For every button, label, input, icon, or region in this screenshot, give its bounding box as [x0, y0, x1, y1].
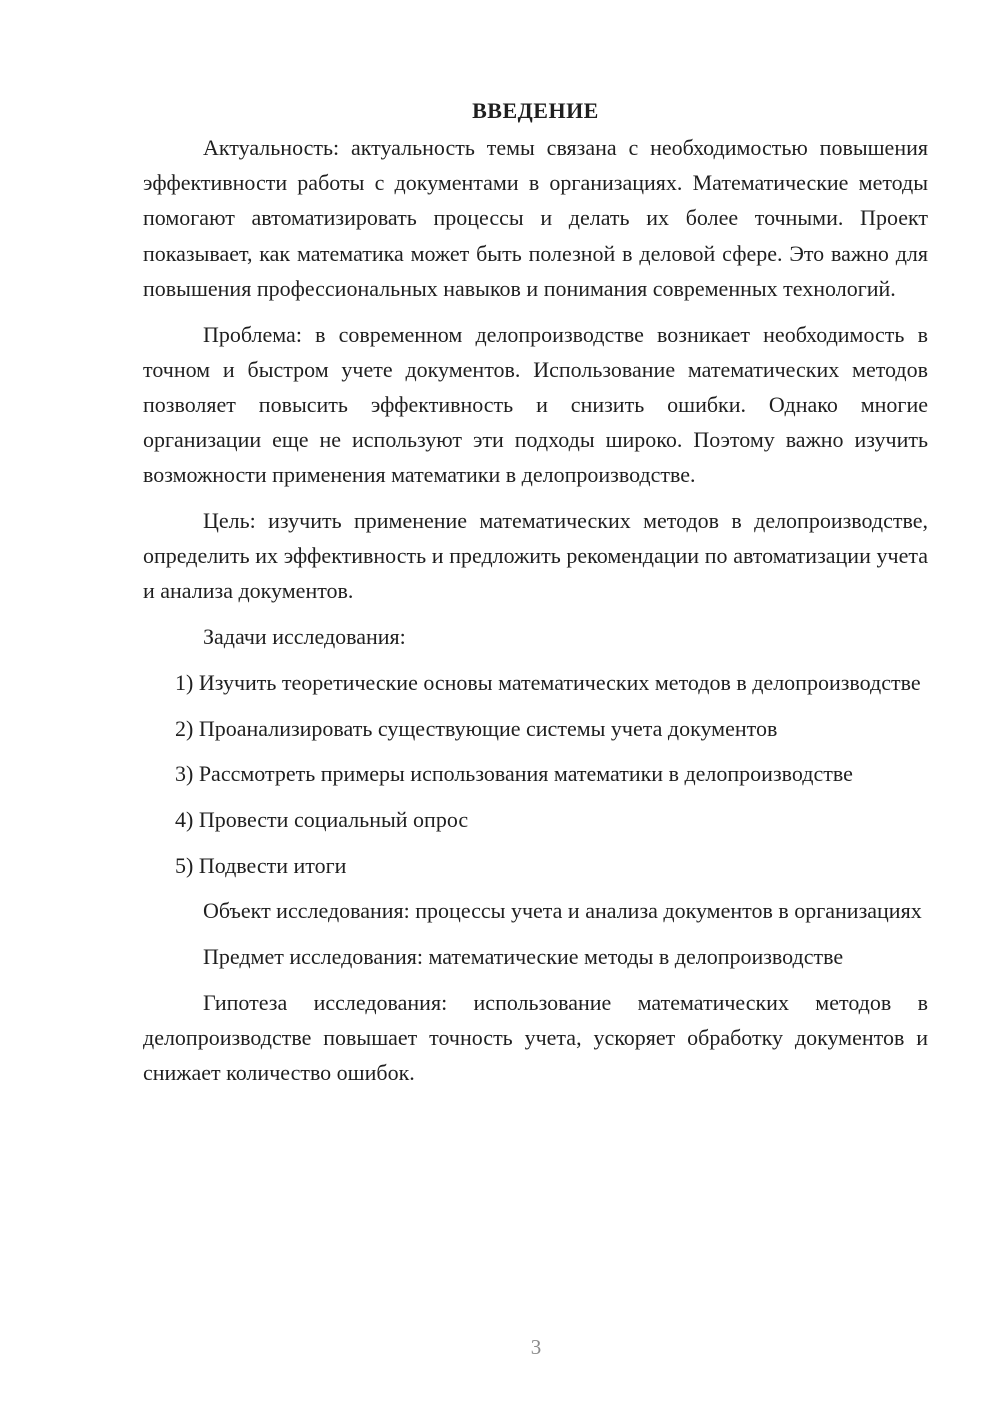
paragraph-subject: Предмет исследования: математические методы в делопроизводстве — [203, 944, 844, 970]
paragraph-relevance: Актуальность: актуальность темы связана с необходимостью повышения эффективности работы с документами в организациях. Математические методы помогают автоматизировать процессы и делать их более точными. Проект показывает, как математика может быть полезной в деловой сфере. Это важно для повышения профессиональных навыков и понимания современных технологий. — [143, 135, 928, 301]
page-number: 3 — [530, 1335, 542, 1359]
section-title: ВВЕДЕНИЕ — [472, 98, 599, 123]
paragraph-hypothesis: Гипотеза исследования: использование математических методов в делопроизводстве повышает точность учета, ускоряет обработку документов и снижает количество ошибок. — [143, 989, 928, 1086]
document-page — [143, 96, 928, 1101]
paragraph-goal: Цель: изучить применение математических методов в делопроизводстве, определить их эффективность и предложить рекомендации по автоматизации учета и анализа документов. — [143, 508, 928, 604]
task-item-4: 4) Провести социальный опрос — [175, 806, 469, 832]
task-item-2: 2) Проанализировать существующие системы учета документов — [175, 715, 778, 741]
paragraph-problem: Проблема: в современном делопроизводстве возникает необходимость в точном и быстром учете документов. Использование математических методов позволяет повысить эффективность и снизить ошибки. Однако многие организации еще не используют эти подходы широко. Поэтому важно изучить возможности применения математики в делопроизводстве. — [143, 321, 928, 488]
paragraph-object: Объект исследования: процессы учета и анализа документов в организациях — [203, 898, 922, 924]
task-item-5: 5) Подвести итоги — [175, 852, 347, 878]
task-item-1: 1) Изучить теоретические основы математических методов в делопроизводстве — [175, 669, 921, 695]
task-item-3: 3) Рассмотреть примеры использования математики в делопроизводстве — [175, 761, 853, 787]
paragraph-tasks-heading: Задачи исследования: — [203, 624, 406, 650]
